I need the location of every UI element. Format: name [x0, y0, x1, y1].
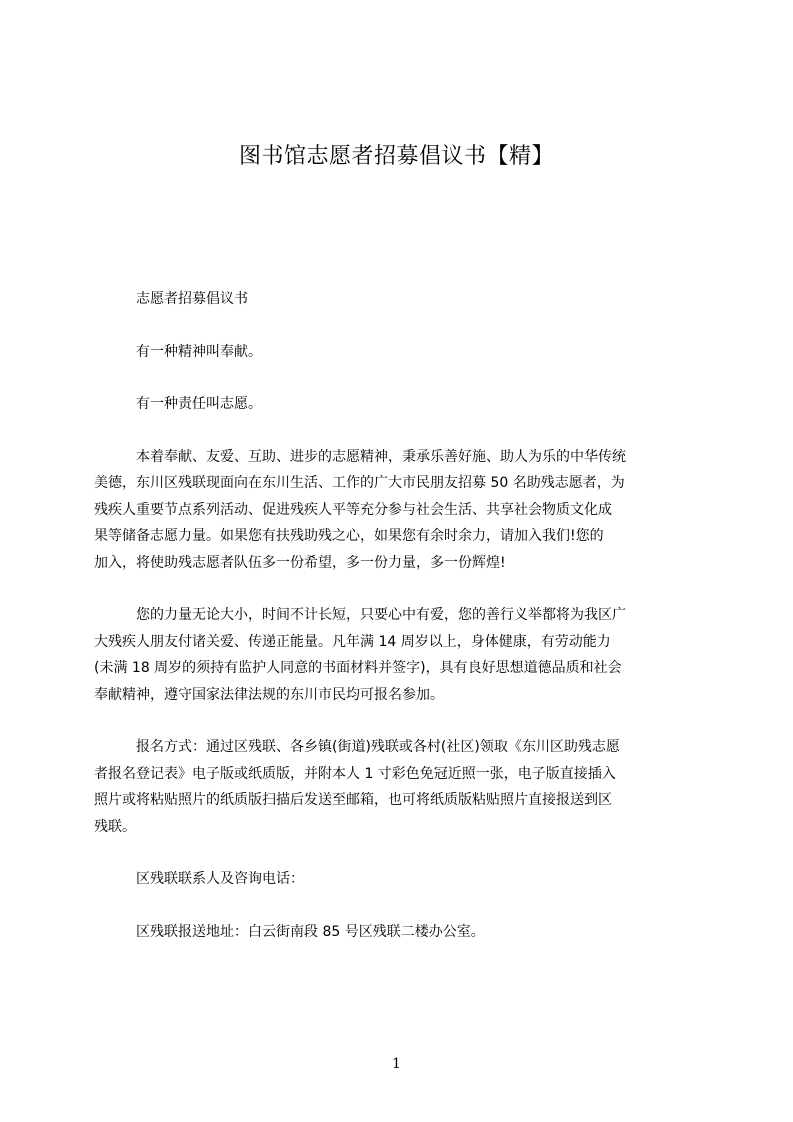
paragraph-line: 者报名登记表》电子版或纸质版，并附本人 1 寸彩色免冠近照一张，电子版直接插入: [94, 765, 616, 782]
paragraph-line: 志愿者招募倡议书: [136, 291, 248, 307]
paragraph-registration: [94, 734, 698, 840]
paragraph-line: 有一种责任叫志愿。: [136, 396, 262, 412]
paragraph-line: 残联。: [94, 818, 136, 835]
paragraph-line: 大残疾人朋友付诸关爱、传递正能量。凡年满 14 周岁以上，身体健康，有劳动能力: [94, 633, 611, 650]
paragraph-line: (未满 18 周岁的须持有监护人同意的书面材料并签字)，具有良好思想道德品质和社会: [94, 660, 622, 676]
paragraph-line: 残疾人重要节点系列活动、促进残疾人平等充分参与社会生活、共享社会物质文化成: [94, 501, 612, 518]
document-body: [94, 286, 698, 971]
paragraph-contact: [94, 866, 698, 893]
paragraph-line: 奉献精神，遵守国家法律法规的东川市民均可报名参加。: [94, 686, 444, 703]
paragraph-responsibility: [94, 391, 698, 418]
paragraph-line: 果等储备志愿力量。如果您有扶残助残之心，如果您有余时余力，请加入我们!您的: [94, 528, 604, 544]
paragraph-heading: [94, 286, 698, 313]
paragraph-line: 本着奉献、友爱、互助、进步的志愿精神，秉承乐善好施、助人为乐的中华传统: [136, 448, 626, 465]
paragraph-line: 加入，将使助残志愿者队伍多一份希望，多一份力量，多一份辉煌!: [94, 554, 506, 571]
paragraph-line: 区残联报送地址：白云街南段 85 号区残联二楼办公室。: [136, 923, 485, 940]
paragraph-line: 报名方式：通过区残联、各乡镇(街道)残联或各村(社区)领取《东川区助残志愿: [136, 739, 620, 755]
paragraph-line: 您的力量无论大小，时间不计长短，只要心中有爱，您的善行义举都将为我区广: [136, 607, 626, 623]
paragraph-address: [94, 919, 698, 946]
paragraph-line: 美德，东川区残联现面向在东川生活、工作的广大市民朋友招募 50 名助残志愿者，为: [94, 475, 625, 491]
paragraph-line: 照片或将粘贴照片的纸质版扫描后发送至邮箱，也可将纸质版粘贴照片直接报送到区: [94, 792, 612, 808]
paragraph-spirit: [94, 339, 698, 366]
paragraph-eligibility: [94, 602, 698, 708]
paragraph-line: 有一种精神叫奉献。: [136, 343, 262, 360]
paragraph-line: 区残联联系人及咨询电话：: [136, 871, 304, 887]
page-number: 1: [392, 1056, 401, 1072]
paragraph-recruitment: [94, 444, 698, 577]
document-title: 图书馆志愿者招募倡议书【精】: [238, 144, 554, 169]
